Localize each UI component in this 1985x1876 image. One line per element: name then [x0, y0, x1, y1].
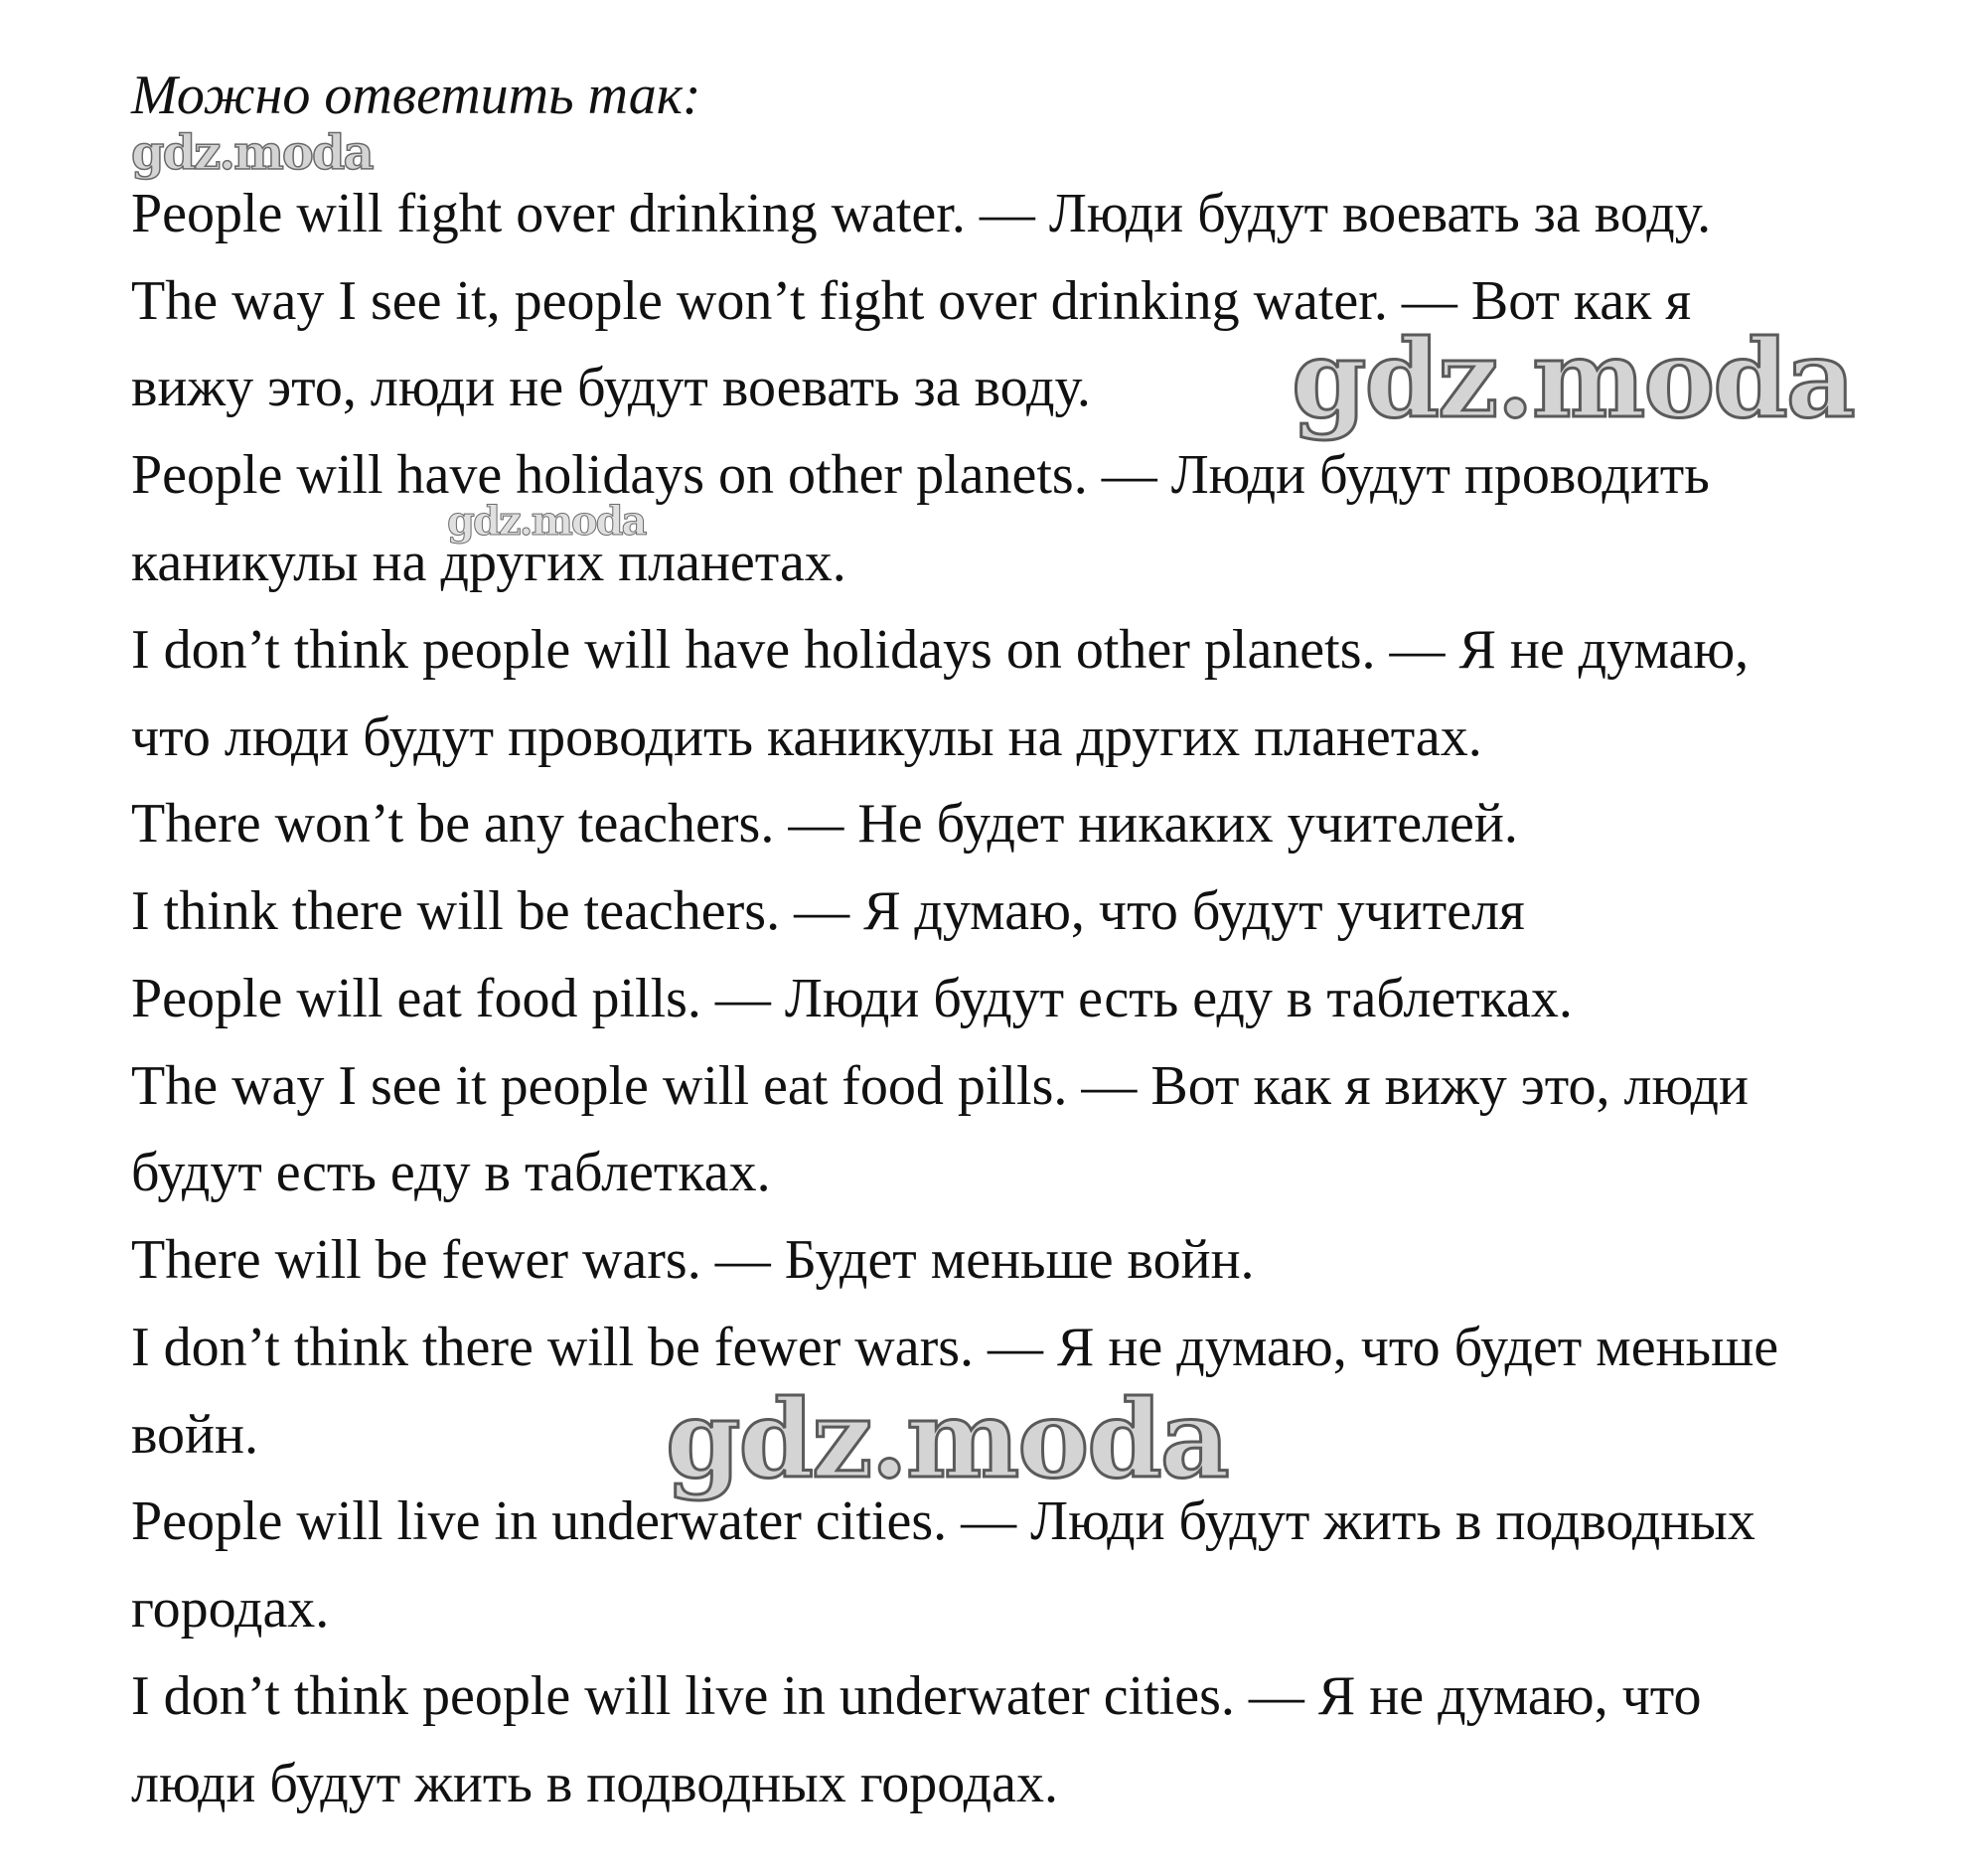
text-line: каникулы на других планетах. [131, 532, 846, 593]
text-line: вижу это, люди не будут воевать за воду. [131, 357, 1091, 418]
text-line: войн. [131, 1404, 258, 1466]
text-line: люди будут жить в подводных городах. [131, 1753, 1058, 1814]
text-line: People will have holidays on other planets. — Люди будут проводить [131, 444, 1710, 506]
text-line: The way I see it people will eat food pills. — Вот как я вижу это, люди [131, 1055, 1749, 1117]
watermark-logo: gdz.moda [131, 125, 373, 181]
text-line: городах. [131, 1578, 330, 1640]
text-line: что люди будут проводить каникулы на других планетах. [131, 706, 1482, 768]
watermark-logo: gdz.moda [1292, 317, 1854, 442]
text-line: The way I see it, people won’t fight over drinking water. — Вот как я [131, 270, 1692, 332]
intro-heading: Можно ответить так: [131, 65, 701, 126]
text-line: There won’t be any teachers. — Не будет никаких учителей. [131, 793, 1518, 855]
text-line: I don’t think there will be fewer wars. — Я не думаю, что будет меньше [131, 1317, 1779, 1378]
text-line: I think there will be teachers. — Я думаю, что будут учителя [131, 880, 1525, 942]
watermark-logo: gdz.moda [666, 1377, 1228, 1502]
text-line: I don’t think people will have holidays on other planets. — Я не думаю, [131, 619, 1750, 681]
text-line: People will live in underwater cities. — Люди будут жить в подводных [131, 1490, 1756, 1552]
text-line: People will fight over drinking water. — Люди будут воевать за воду. [131, 183, 1712, 244]
text-line: будут есть еду в таблетках. [131, 1142, 771, 1203]
text-line: There will be fewer wars. — Будет меньше войн. [131, 1229, 1255, 1291]
text-line: People will eat food pills. — Люди будут есть еду в таблетках. [131, 968, 1573, 1029]
text-line: I don’t think people will live in underwater cities. — Я не думаю, что [131, 1665, 1702, 1727]
watermark-logo: gdz.moda [447, 498, 646, 545]
